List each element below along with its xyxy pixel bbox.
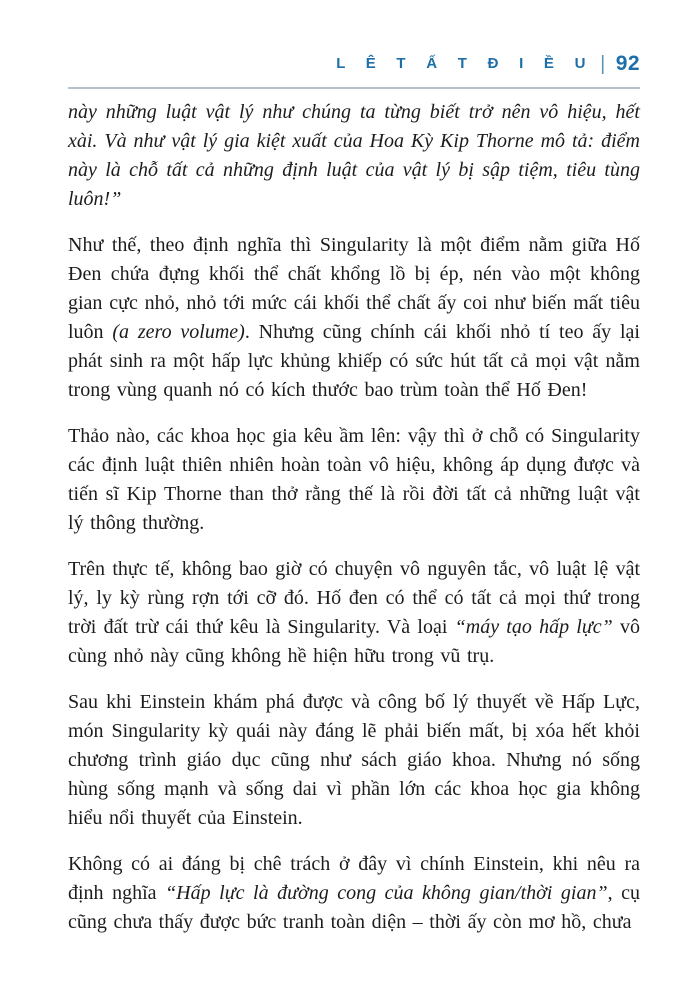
paragraph-italic-text: “máy tạo hấp lực” — [454, 616, 613, 638]
paragraph-text: Như thế, theo định nghĩa thì Singularity là một điểm nằm giữa Hố Đen chứa đựng khối thể chất khổng lồ bị ép, nén vào một không gian cực nhỏ, nhỏ tới mức cái khối thể chất ấy coi như biến mất tiêu luôn — [68, 234, 640, 343]
page-body — [68, 98, 640, 954]
page-header — [68, 52, 640, 76]
paragraph-text: Thảo nào, các khoa học gia kêu ầm lên: vậy thì ở chỗ có Singularity các định luật thiên nhiên hoàn toàn vô hiệu, không áp dụng được và tiến sĩ Kip Thorne than thở rằng thế là rồi đời tất cả những luật vật lý thông thường. — [68, 425, 640, 534]
paragraph — [68, 231, 640, 405]
paragraph — [68, 98, 640, 214]
paragraph — [68, 688, 640, 833]
paragraph-text: . Nhưng cũng chính cái khối nhỏ tí teo ấy lại phát sinh ra một hấp lực khủng khiếp có sức hút tất cả mọi vật nằm trong vùng quanh nó có kích thước bao trùm toàn thể Hố Đen! — [68, 321, 640, 401]
header-separator: | — [600, 53, 606, 75]
paragraph-text: Sau khi Einstein khám phá được và công bố lý thuyết về Hấp Lực, món Singularity kỳ quái này đáng lẽ phải biến mất, bị xóa hết khỏi chương trình giáo dục cũng như sách giáo khoa. Nhưng nó sống hùng sống mạnh và sống dai vì phần lớn các khoa học gia không hiểu nổi thuyết của Einstein. — [68, 691, 640, 829]
paragraph-italic-text: (a zero volume) — [112, 321, 245, 343]
paragraph-text: , cụ cũng chưa thấy được bức tranh toàn diện – thời ấy còn mơ hồ, chưa — [68, 882, 640, 933]
header-page-number: 92 — [615, 52, 640, 75]
paragraph — [68, 555, 640, 671]
paragraph-italic-text: “Hấp lực là đường cong của không gian/thời gian” — [165, 882, 608, 904]
paragraph-italic-text: này những luật vật lý như chúng ta từng biết trở nên vô hiệu, hết xài. Và như vật lý gia kiệt xuất của Hoa Kỳ Kip Thorne mô tả: điểm này là chỗ tất cả những định luật của vật lý bị sập tiệm, tiêu tùng luôn!” — [68, 101, 640, 210]
header-author: L Ê T Ấ T Đ I Ề U — [336, 55, 594, 72]
paragraph-text: vô cùng nhỏ này cũng không hề hiện hữu trong vũ trụ. — [68, 616, 640, 667]
paragraph-text: Không có ai đáng bị chê trách ở đây vì chính Einstein, khi nêu ra định nghĩa — [68, 853, 640, 904]
paragraph-text: Trên thực tế, không bao giờ có chuyện vô nguyên tắc, vô luật lệ vật lý, ly kỳ rùng rợn tới cỡ đó. Hố đen có thể có tất cả mọi thứ trong trời đất trừ cái thứ kêu là Singularity. Và loại — [68, 558, 640, 638]
paragraph — [68, 850, 640, 937]
paragraph — [68, 422, 640, 538]
header-rule — [68, 87, 640, 89]
